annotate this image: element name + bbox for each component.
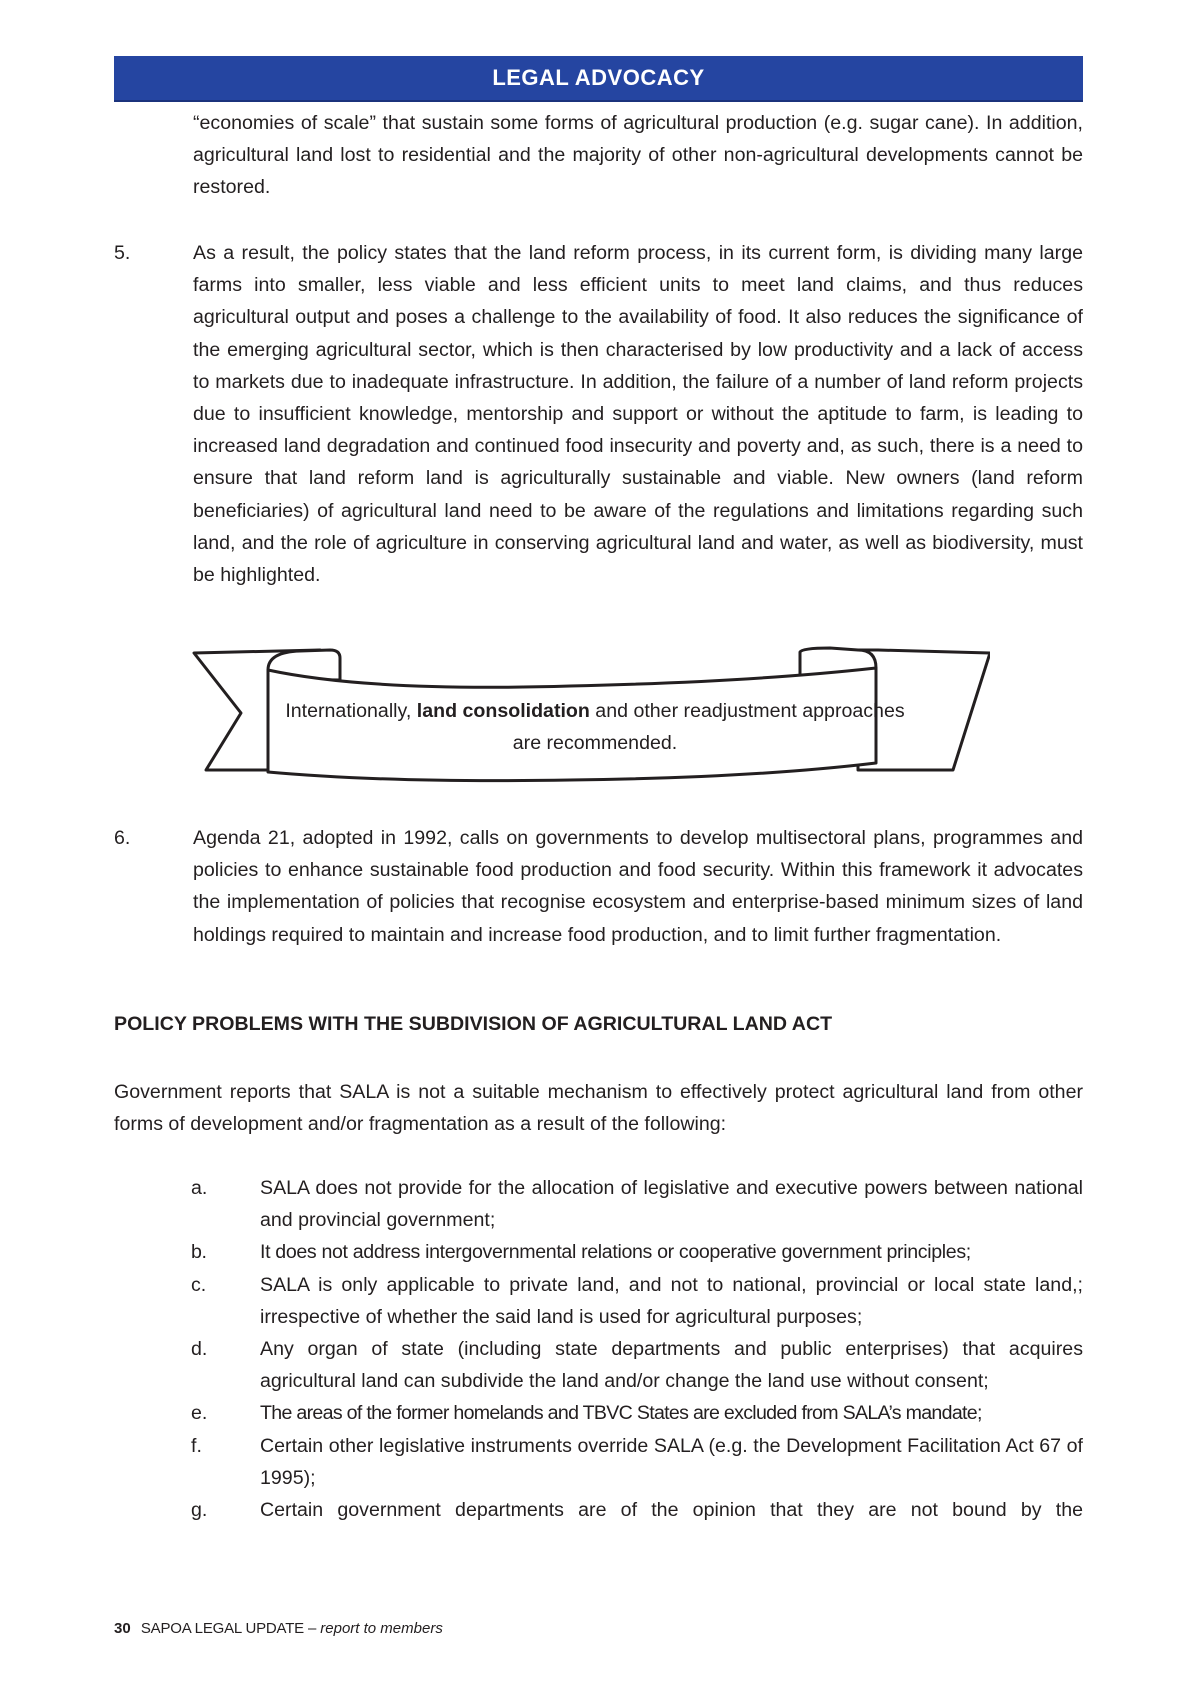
banner-text-bold: land consolidation (416, 700, 590, 722)
list-item-text: Any organ of state (including state departments and public enterprises) that acquires agricultural land can subdivide the land and/or change the land use without consent; (260, 1338, 1083, 1393)
page-number: 30 (114, 1620, 131, 1637)
publication-subtitle: report to members (316, 1620, 443, 1637)
section-header-title: LEGAL ADVOCACY (492, 65, 705, 90)
banner-text (270, 695, 920, 759)
list-item-text: SALA does not provide for the allocation of legislative and executive powers between national and provincial government; (260, 1177, 1083, 1232)
intro-paragraph-text: “economies of scale” that sustain some forms of agricultural production (e.g. sugar cane). In addition, agricultural land lost to residential and the majority of other non-agricultural developments cannot be restored. (193, 112, 1083, 199)
publication-title: SAPOA LEGAL UPDATE – (140, 1620, 317, 1637)
list-item-text: The areas of the former homelands and TBVC States are excluded from SALA’s mandate; (260, 1402, 982, 1425)
problems-list (114, 1172, 1083, 1526)
list-item (114, 1333, 1083, 1397)
paragraph-5-text: As a result, the policy states that the land reform process, in its current form, is dividing many large farms into smaller, less viable and less efficient units to meet land claims, and thus reduces agricultural output and poses a challenge to the availability of food. It also reduces the significance of the emerging agricultural sector, which is then characterised by low productivity and a lack of access to markets due to inadequate infrastructure. In addition, the failure of a number of land reform projects due to insufficient knowledge, mentorship and support or without the aptitude to farm, is leading to increased land degradation and continued food insecurity and poverty and, as such, there is a need to ensure that land reform land is agriculturally sustainable and viable. New owners (land reform beneficiaries) of agricultural land need to be aware of the regulations and limitations regarding such land, and the role of agriculture in conserving agricultural land and water, as well as biodiversity, must be highlighted. (193, 242, 1083, 587)
section-heading: POLICY PROBLEMS WITH THE SUBDIVISION OF AGRICULTURAL LAND ACT (114, 1013, 833, 1035)
paragraph-6 (114, 822, 1083, 951)
paragraph-5-number: 5. (114, 242, 131, 264)
list-item (114, 1172, 1083, 1236)
section-intro: Government reports that SALA is not a suitable mechanism to effectively protect agricultural land from other forms of development and/or fragmentation as a result of the following: (114, 1081, 1083, 1136)
list-item (114, 1397, 1083, 1429)
list-item-letter: b. (191, 1241, 207, 1264)
list-item-letter: d. (191, 1338, 208, 1361)
paragraph-6-text: Agenda 21, adopted in 1992, calls on governments to develop multisectoral plans, programmes and policies to enhance sustainable food production and food security. Within this framework it advocates the implementation of policies that recognise ecosystem and enterprise-based minimum sizes of land holdings required to maintain and increase food production, and to limit further fragmentation. (193, 827, 1083, 946)
banner-text-before: Internationally, (285, 700, 417, 722)
page-footer (114, 1620, 443, 1637)
intro-paragraph (114, 107, 1083, 204)
list-item (114, 1269, 1083, 1333)
list-item-letter: g. (191, 1499, 208, 1522)
list-item (114, 1236, 1083, 1268)
paragraph-6-number: 6. (114, 827, 131, 849)
banner-text-after: and other readjustment approaches are recommended. (512, 700, 905, 754)
list-item (114, 1430, 1083, 1494)
list-item-text: Certain government departments are of the opinion that they are not bound by the (260, 1499, 1083, 1522)
list-item-letter: a. (191, 1177, 208, 1199)
list-item-letter: c. (191, 1273, 207, 1296)
list-item-letter: e. (191, 1402, 208, 1425)
list-item-text: It does not address intergovernmental relations or cooperative government principles; (260, 1241, 971, 1264)
list-item-text: Certain other legislative instruments override SALA (e.g. the Development Facilitation Act 67 of 1995); (260, 1434, 1083, 1489)
paragraph-5 (114, 237, 1083, 591)
list-item-letter: f. (191, 1434, 202, 1457)
list-item-text: SALA is only applicable to private land, and not to national, provincial or local state land,; irrespective of whether the said land is used for agricultural purposes; (260, 1273, 1083, 1328)
list-item (114, 1494, 1083, 1526)
section-header-bar (114, 56, 1083, 102)
